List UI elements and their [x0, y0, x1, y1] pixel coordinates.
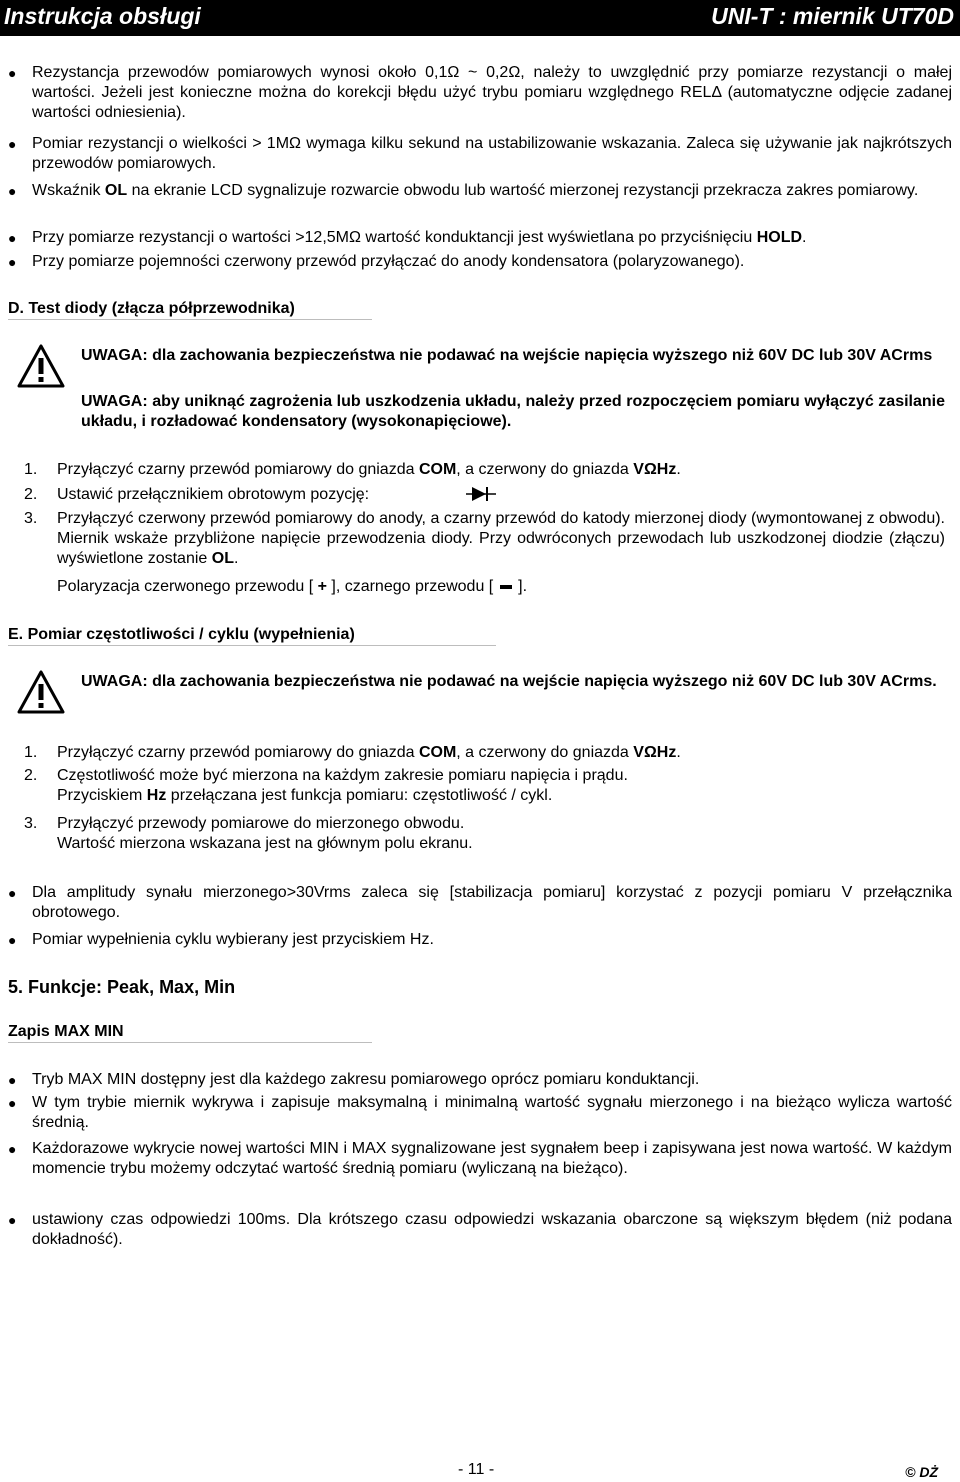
bullet-icon: ●: [8, 1072, 17, 1088]
bullet-text: Przy pomiarze rezystancji o wartości >12,5MΩ wartość konduktancji jest wyświetlana po przyciśnięciu HOLD.: [32, 229, 807, 246]
ol-indicator: OL: [211, 550, 234, 567]
bullet-icon: ●: [8, 932, 17, 948]
bullet-icon: ●: [8, 254, 17, 270]
bullet-text: Dla amplitudy synału mierzonego>30Vrms zaleca się [stabilizacja pomiaru] korzystać z pozycji pomiaru V przełącznika obrotowego.: [32, 884, 952, 921]
bullet-icon: ●: [8, 1212, 17, 1228]
step-number: 2.: [24, 486, 38, 503]
list-item: [8, 930, 952, 950]
list-item: [8, 1139, 952, 1179]
step-number: 3.: [24, 510, 38, 527]
section-title-functions: 5. Funkcje: Peak, Max, Min: [8, 977, 236, 997]
bullet-icon: ●: [8, 183, 17, 199]
plus-sign: +: [317, 578, 327, 595]
section-title-diode: D. Test diody (złącza półprzewodnika): [8, 300, 295, 317]
bullet-icon: ●: [8, 65, 17, 81]
step-text: Przyłączyć czarny przewód pomiarowy do gniazda COM, a czerwony do gniazda VΩHz.: [57, 744, 681, 761]
step-number: 1.: [24, 461, 38, 478]
warning-icon: [16, 343, 66, 389]
section-divider: [8, 1042, 372, 1043]
bullet-text: W tym trybie miernik wykrywa i zapisuje maksymalną i minimalną wartość sygnału mierzonego i na bieżąco wylicza wartość średnią.: [32, 1094, 952, 1131]
section-divider: [8, 645, 496, 646]
warning-text: UWAGA: dla zachowania bezpieczeństwa nie podawać na wejście napięcia wyższego niż 60V DC lub 30V ACrms: [81, 347, 933, 364]
section-title-frequency: E. Pomiar częstotliwości / cyklu (wypełnienia): [8, 626, 355, 643]
step-text: Przyłączyć czarny przewód pomiarowy do gniazda COM, a czerwony do gniazda VΩHz.: [57, 461, 681, 478]
bullet-text: Pomiar wypełnienia cyklu wybierany jest przyciskiem Hz.: [32, 931, 434, 948]
step-text: Przyłączyć przewody pomiarowe do mierzonego obwodu. Wartość mierzona wskazana jest na głównym polu ekranu.: [57, 815, 473, 852]
step-number: 3.: [24, 815, 38, 832]
list-item: [8, 883, 952, 923]
bullet-icon: ●: [8, 885, 17, 901]
list-item: [8, 252, 952, 272]
minus-icon: [500, 585, 512, 589]
list-item: [8, 181, 952, 201]
step-text: Przyłączyć czerwony przewód pomiarowy do anody, a czarny przewód do katody mierzonej diody (wymontowanej z obwodu). Miernik wskaże przybliżone napięcie przewodzenia diody. Przy odwróconych przewodach lub uszkodzonej diodzie (złączu) wyświetlone zostanie OL.: [57, 510, 945, 567]
diode-icon: [466, 485, 498, 503]
bullet-icon: ●: [8, 1095, 17, 1111]
warning-text: UWAGA: aby uniknąć zagrożenia lub uszkodzenia układu, należy przed rozpoczęciem pomiaru wyłączyć zasilanie układu, i rozładować kondensatory (wysokonapięciowe).: [81, 393, 945, 430]
step-number: 2.: [24, 767, 38, 784]
bullet-text: ustawiony czas odpowiedzi 100ms. Dla krótszego czasu odpowiedzi wskazania obarczone są większym błędem (niż podana dokładność).: [32, 1211, 952, 1248]
hold-label: HOLD: [756, 229, 803, 246]
page-number: - 11 -: [458, 1461, 495, 1478]
bullet-icon: ●: [8, 230, 17, 246]
page-header: [0, 0, 960, 36]
section-divider: [8, 319, 372, 320]
bullet-text: Pomiar rezystancji o wielkości > 1MΩ wymaga kilku sekund na ustabilizowanie wskazania. Zaleca się używanie jak najkrótszych przewodów pomiarowych.: [32, 135, 952, 172]
polarity-note: Polaryzacja czerwonego przewodu [ + ], czarnego przewodu [ ].: [57, 578, 528, 595]
bullet-text: Przy pomiarze pojemności czerwony przewód przyłączać do anody kondensatora (polaryzowanego).: [32, 253, 745, 270]
list-item: [8, 1070, 952, 1090]
list-item: [8, 63, 952, 123]
header-model: UNI-T : miernik UT70D: [711, 3, 954, 29]
bullet-icon: ●: [8, 1141, 17, 1157]
subsection-title-maxmin: Zapis MAX MIN: [8, 1023, 124, 1040]
header-title: Instrukcja obsługi: [4, 3, 201, 29]
bullet-text: Każdorazowe wykrycie nowej wartości MIN i MAX sygnalizowane jest sygnałem beep i zapisywana jest nowa wartość. W każdym momencie trybu możemy odczytać wartość średnią pomiaru (wyliczaną na bieżąco).: [32, 1140, 952, 1177]
step-number: 1.: [24, 744, 38, 761]
warning-text: UWAGA: dla zachowania bezpieczeństwa nie podawać na wejście napięcia wyższego niż 60V DC lub 30V ACrms.: [81, 673, 937, 690]
list-item: [8, 1210, 952, 1250]
list-item: [8, 134, 952, 174]
step-text: Częstotliwość może być mierzona na każdym zakresie pomiaru napięcia i prądu. Przyciskiem Hz przełączana jest funkcja pomiaru: częstotliwość / cykl.: [57, 767, 628, 804]
copyright: © DŻ: [905, 1464, 938, 1480]
step-text: Ustawić przełącznikiem obrotowym pozycję:: [57, 486, 370, 503]
ol-indicator: OL: [104, 182, 128, 199]
warning-icon: [16, 669, 66, 715]
bullet-text: Rezystancja przewodów pomiarowych wynosi około 0,1Ω ~ 0,2Ω, należy to uwzględnić przy pomiarze rezystancji o małej wartości. Jeżeli jest konieczne można do korekcji błędu użyć trybu pomiaru względnego RELΔ (automatyczne odjęcie zadanej wartości odniesienia).: [32, 64, 952, 121]
list-item: [8, 228, 952, 248]
bullet-text: Tryb MAX MIN dostępny jest dla każdego zakresu pomiarowego oprócz pomiaru konduktancji.: [32, 1071, 700, 1088]
list-item: [8, 1093, 952, 1133]
bullet-text: Wskaźnik OL na ekranie LCD sygnalizuje rozwarcie obwodu lub wartość mierzonej rezystancji przekracza zakres pomiarowy.: [32, 182, 919, 199]
bullet-icon: ●: [8, 136, 17, 152]
